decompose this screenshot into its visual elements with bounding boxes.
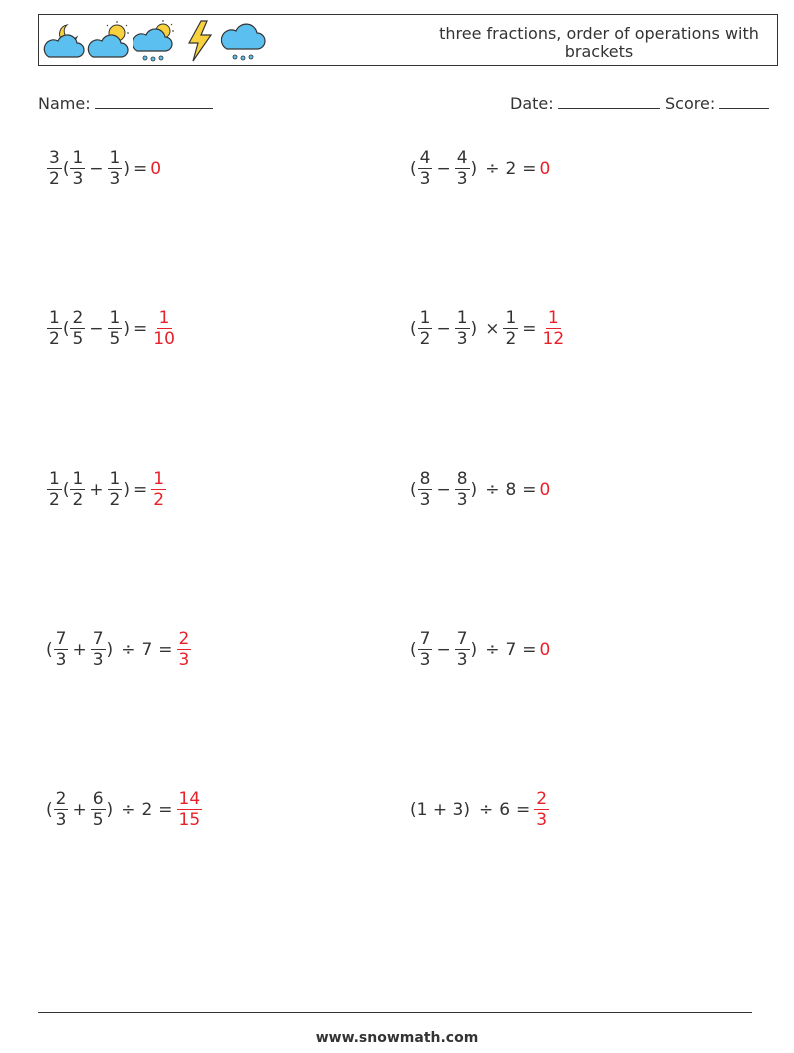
denominator: 5 (109, 329, 121, 349)
name-label: Name: (38, 94, 91, 113)
denominator: 15 (178, 810, 201, 830)
numerator: 7 (456, 629, 468, 649)
numerator: 1 (49, 469, 60, 489)
denominator: 2 (49, 169, 60, 189)
numerator: 1 (109, 469, 121, 489)
integer: 7 (505, 639, 517, 660)
operator: − (436, 639, 451, 660)
denominator: 12 (542, 329, 565, 349)
denominator: 5 (72, 329, 84, 349)
denominator: 2 (49, 329, 60, 349)
problem-5 (46, 469, 167, 510)
score-field[interactable] (665, 94, 769, 113)
operator: + (72, 799, 87, 820)
fraction (418, 629, 433, 670)
open-paren: ( (410, 318, 417, 339)
denominator: 3 (55, 650, 67, 670)
operator: − (436, 318, 451, 339)
numerator: 4 (419, 148, 431, 168)
problem-4 (410, 308, 567, 349)
close-paren: ) (106, 639, 114, 660)
problem-6 (410, 469, 550, 510)
integer: 8 (505, 479, 517, 500)
numerator: 1 (49, 308, 60, 328)
numerator: 2 (178, 629, 190, 649)
worksheet-header (38, 14, 778, 66)
date-label: Date: (510, 94, 554, 113)
numerator: 2 (55, 789, 67, 809)
equals-sign: = (522, 158, 537, 179)
numerator: 1 (72, 148, 84, 168)
integer: 7 (141, 639, 153, 660)
fraction (455, 308, 470, 349)
score-label: Score: (665, 94, 716, 113)
equals-sign: = (133, 158, 148, 179)
date-field[interactable] (510, 94, 660, 113)
close-paren: ) (470, 639, 478, 660)
problem-3 (46, 308, 178, 349)
integer: 6 (499, 799, 511, 820)
name-field[interactable] (38, 94, 213, 113)
numerator: 8 (419, 469, 431, 489)
fraction (108, 469, 123, 510)
bracket-expression: (1 + 3) (410, 799, 470, 820)
operator: ÷ (478, 799, 494, 820)
open-paren: ( (62, 479, 70, 500)
numerator: 1 (109, 148, 121, 168)
answer-fraction (534, 789, 549, 830)
numerator: 1 (419, 308, 431, 328)
close-paren: ) (470, 318, 478, 339)
denominator: 3 (419, 490, 431, 510)
fraction (455, 469, 470, 510)
denominator: 5 (92, 810, 104, 830)
close-paren: ) (106, 799, 114, 820)
fraction (503, 308, 518, 349)
cloud-moon-icon (41, 19, 87, 63)
denominator: 2 (49, 490, 60, 510)
problem-9 (46, 789, 203, 830)
open-paren: ( (46, 639, 53, 660)
denominator: 3 (456, 169, 468, 189)
fraction (70, 469, 85, 510)
operator: ÷ (485, 479, 500, 500)
numerator: 1 (158, 308, 170, 328)
close-paren: ) (470, 158, 478, 179)
numerator: 2 (536, 789, 548, 809)
denominator: 2 (505, 329, 517, 349)
fraction (91, 629, 106, 670)
numerator: 14 (178, 789, 201, 809)
open-paren: ( (46, 799, 53, 820)
equals-sign: = (522, 318, 537, 339)
numerator: 7 (55, 629, 67, 649)
cloud-sun-rain-icon (133, 19, 179, 63)
close-paren: ) (123, 318, 131, 339)
lightning-icon (183, 19, 217, 63)
denominator: 3 (456, 650, 468, 670)
numerator: 7 (92, 629, 104, 649)
answer-fraction (177, 789, 203, 830)
problem-10 (410, 789, 550, 830)
integer: 2 (505, 158, 517, 179)
problem-7 (46, 629, 192, 670)
answer: 0 (539, 479, 551, 500)
answer-fraction (177, 629, 192, 670)
fraction (47, 469, 62, 510)
operator: + (89, 479, 104, 500)
score-blank[interactable] (719, 94, 769, 109)
denominator: 2 (419, 329, 431, 349)
operator: − (436, 158, 451, 179)
close-paren: ) (123, 158, 131, 179)
numerator: 1 (505, 308, 517, 328)
denominator: 10 (153, 329, 175, 349)
open-paren: ( (62, 158, 70, 179)
denominator: 2 (153, 490, 165, 510)
integer: 2 (141, 799, 153, 820)
answer-fraction (151, 308, 177, 349)
operator: ÷ (485, 639, 500, 660)
denominator: 3 (92, 650, 104, 670)
denominator: 2 (72, 490, 84, 510)
denominator: 3 (178, 650, 190, 670)
numerator: 8 (456, 469, 468, 489)
answer-fraction (151, 469, 166, 510)
fraction (418, 469, 433, 510)
numerator: 3 (49, 148, 60, 168)
operator: ÷ (121, 799, 136, 820)
denominator: 2 (109, 490, 121, 510)
denominator: 3 (419, 169, 431, 189)
numerator: 1 (109, 308, 121, 328)
operator: + (72, 639, 87, 660)
worksheet-title (419, 25, 779, 61)
numerator: 1 (153, 469, 165, 489)
operator: ÷ (485, 158, 500, 179)
equals-sign: = (522, 639, 537, 660)
problem-8 (410, 629, 550, 670)
fraction (455, 148, 470, 189)
operator: − (436, 479, 451, 500)
open-paren: ( (62, 318, 70, 339)
denominator: 3 (55, 810, 67, 830)
close-paren: ) (470, 479, 478, 500)
fraction (418, 148, 433, 189)
denominator: 3 (72, 169, 84, 189)
open-paren: ( (410, 639, 417, 660)
fraction (54, 629, 69, 670)
answer: 0 (539, 639, 551, 660)
answer-fraction (541, 308, 567, 349)
operator: × (485, 318, 500, 339)
numerator: 2 (72, 308, 84, 328)
fraction (47, 308, 62, 349)
numerator: 1 (547, 308, 559, 328)
equals-sign: = (522, 479, 537, 500)
denominator: 3 (109, 169, 121, 189)
denominator: 3 (536, 810, 548, 830)
cloud-rain-icon (221, 19, 271, 63)
fraction (47, 148, 62, 189)
open-paren: ( (410, 158, 417, 179)
numerator: 1 (72, 469, 84, 489)
operator: − (89, 158, 104, 179)
numerator: 7 (419, 629, 431, 649)
equals-sign: = (516, 799, 531, 820)
equals-sign: = (158, 639, 173, 660)
equals-sign: = (158, 799, 173, 820)
equals-sign: = (133, 318, 148, 339)
title-line-1: three fractions, order of operations with (439, 24, 759, 43)
denominator: 3 (456, 490, 468, 510)
numerator: 6 (92, 789, 104, 809)
answer: 0 (150, 158, 162, 179)
numerator: 1 (456, 308, 468, 328)
cloud-sun-icon (87, 19, 133, 63)
footer-url[interactable]: www.snowmath.com (315, 1030, 479, 1046)
denominator: 3 (456, 329, 468, 349)
date-blank[interactable] (558, 94, 660, 109)
operator: ÷ (121, 639, 136, 660)
fraction (70, 148, 85, 189)
title-line-2: brackets (564, 42, 634, 61)
fraction (108, 308, 123, 349)
equals-sign: = (133, 479, 148, 500)
problem-1 (46, 148, 161, 189)
problem-2 (410, 148, 550, 189)
numerator: 4 (456, 148, 468, 168)
answer: 0 (539, 158, 551, 179)
fraction (54, 789, 69, 830)
name-blank[interactable] (95, 94, 213, 109)
weather-icons (41, 19, 273, 63)
fraction (108, 148, 123, 189)
open-paren: ( (410, 479, 417, 500)
denominator: 3 (419, 650, 431, 670)
close-paren: ) (123, 479, 131, 500)
footer-divider (38, 1012, 752, 1013)
fraction (70, 308, 85, 349)
operator: − (89, 318, 104, 339)
fraction (418, 308, 433, 349)
fraction (455, 629, 470, 670)
fraction (91, 789, 106, 830)
